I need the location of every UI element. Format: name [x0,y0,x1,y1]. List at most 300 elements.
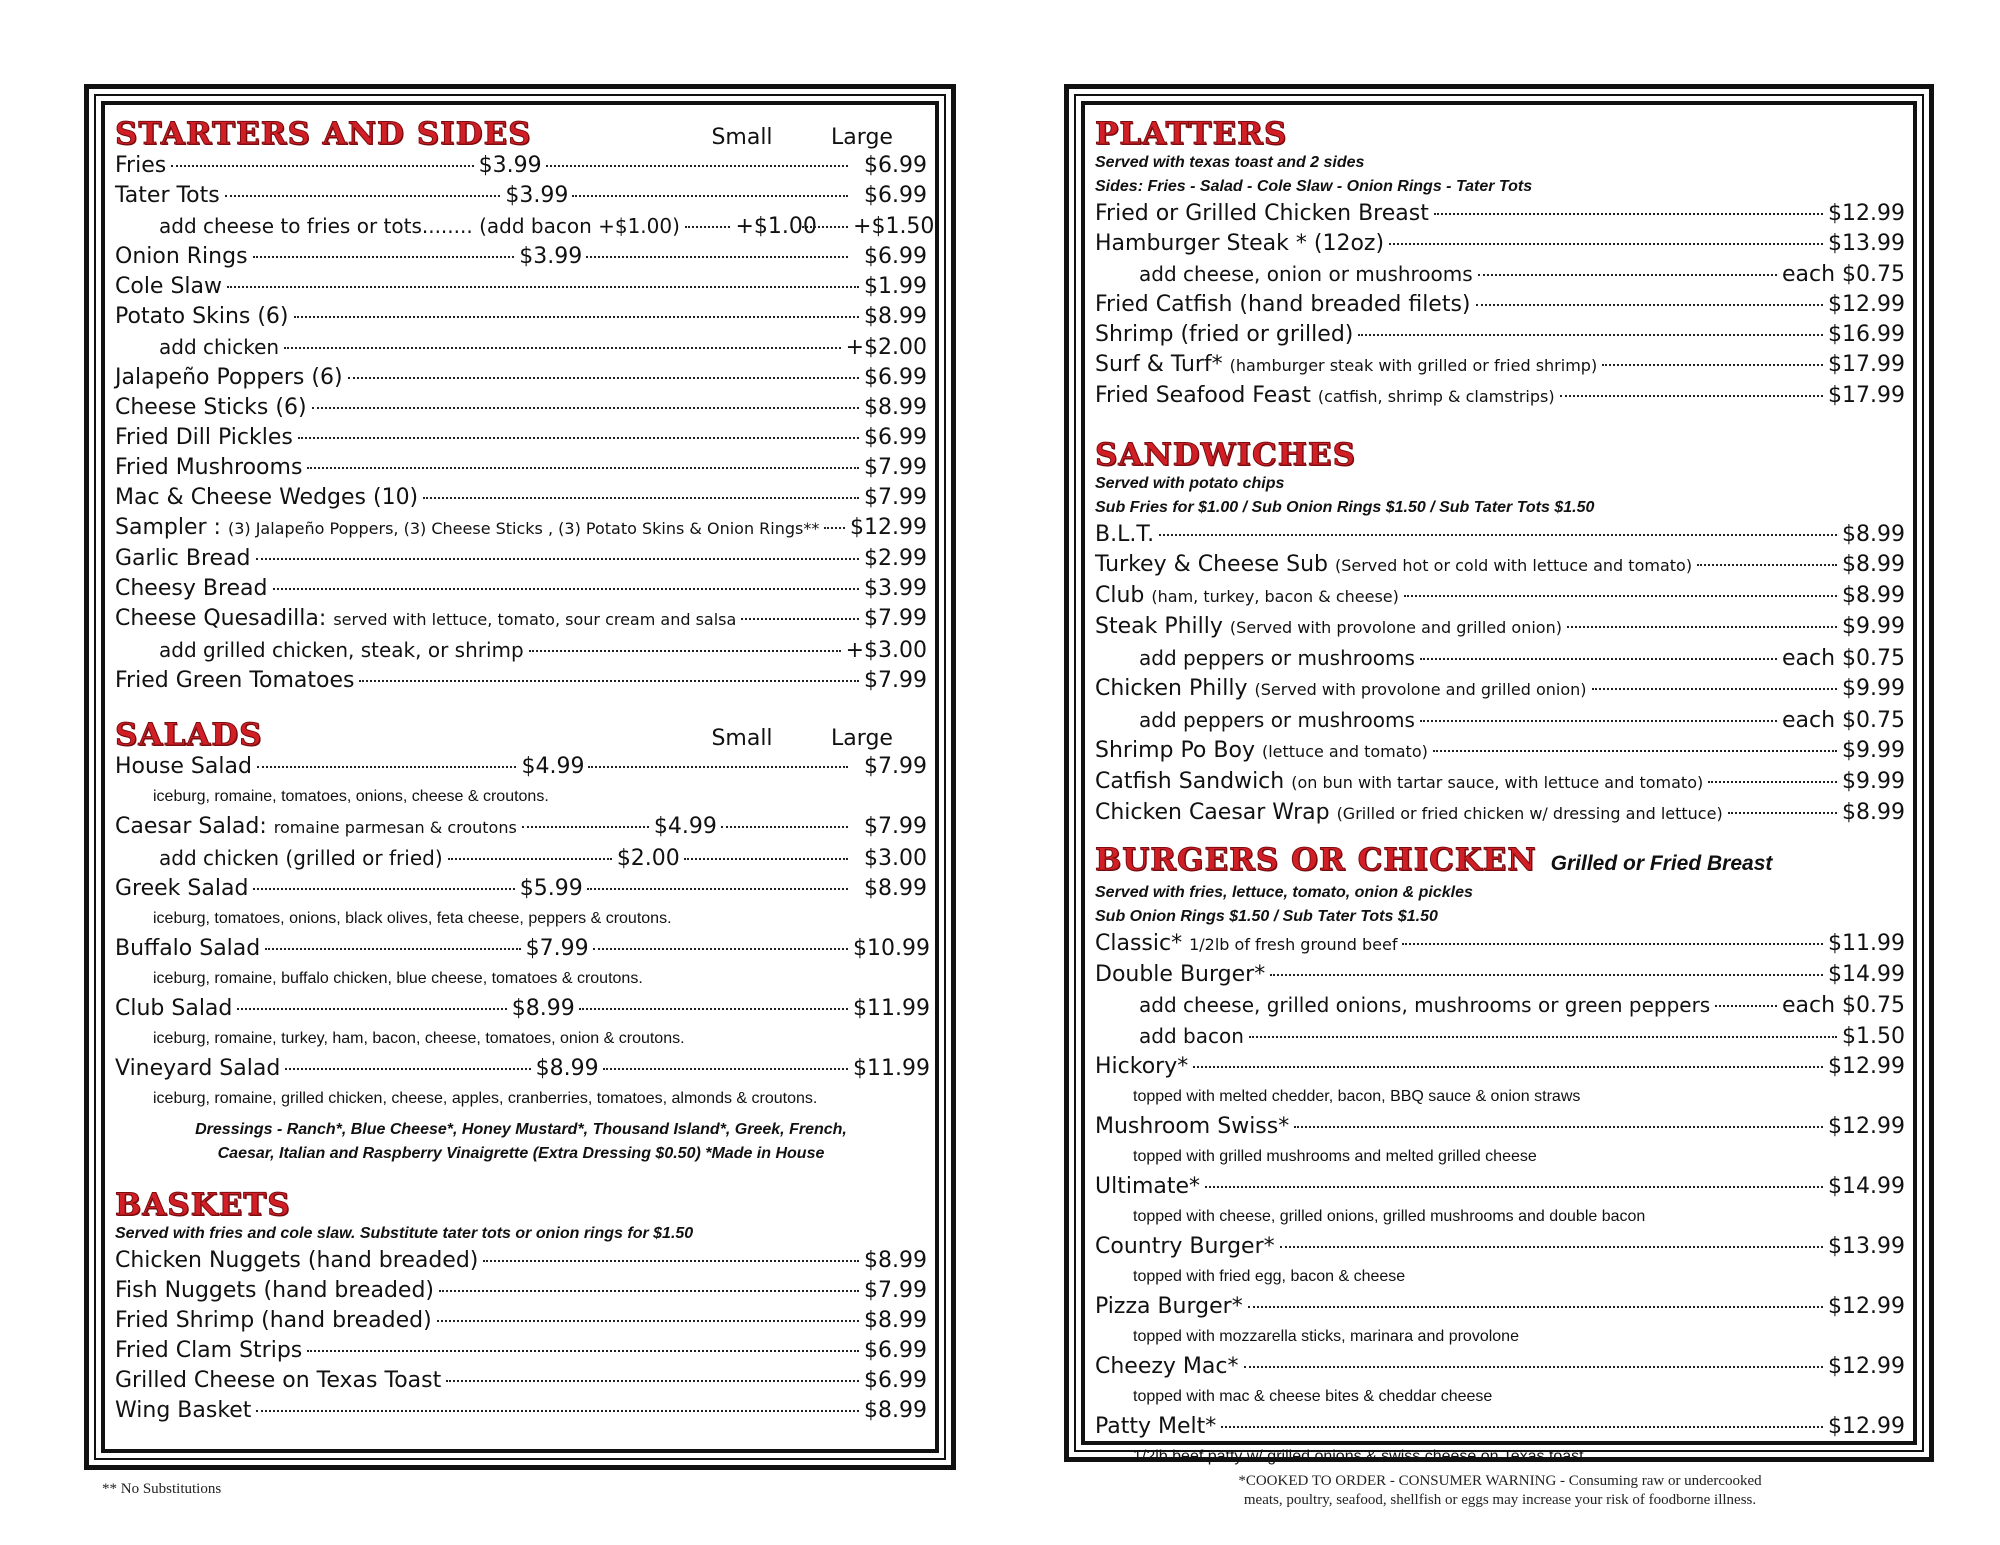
item-name-text: Mushroom Swiss* [1095,1114,1290,1139]
item-name-text: add cheese, grilled onions, mushrooms or green peppers [1139,993,1711,1017]
dot-leader [284,347,841,349]
item-name-text: Fried Green Tomatoes [115,668,355,693]
item-price: $6.99 [864,425,927,450]
dot-leader [257,766,517,768]
dot-leader [587,888,848,890]
small-price: $3.99 [505,183,569,208]
item-name-text: Chicken Philly [1095,676,1248,701]
item-name-text: Cheesy Bread [115,576,268,601]
menu-item-row [115,302,927,332]
dot-leader [298,437,859,439]
item-name-text: B.L.T. [1095,522,1155,547]
item-name [1095,798,1723,829]
dot-leader [237,1008,506,1010]
item-price: $9.99 [1842,676,1905,701]
burgers-list [1095,929,1905,1472]
item-name [1095,960,1265,990]
item-name-text: Fried Shrimp (hand breaded) [115,1308,432,1333]
item-price: $9.99 [1842,738,1905,763]
item-price: $9.99 [1842,769,1905,794]
menu-item-row [115,1366,927,1396]
item-name [115,272,222,302]
sandwiches-title: SANDWICHES [1095,437,1356,473]
item-detail: (catfish, shrimp & clamstrips) [1317,387,1555,406]
item-price: $6.99 [864,1368,927,1393]
dot-leader [802,226,848,228]
item-detail: served with lettuce, tomato, sour cream and salsa [333,610,737,629]
small-price: $4.99 [521,754,585,779]
menu-item-row [1095,290,1905,320]
item-name [115,151,166,181]
dot-leader [483,1260,859,1262]
dot-leader [1478,274,1777,276]
item-name [159,332,279,362]
item-name [115,423,293,453]
item-price: each $0.75 [1781,993,1905,1018]
menu-item-row [115,574,927,604]
menu-item-row [1095,550,1905,581]
item-name [115,363,343,393]
item-description: topped with melted chedder, bacon, BBQ sauce & onion straws [1133,1088,1581,1105]
menu-item-row [115,1276,927,1306]
no-substitutions-note: ** No Substitutions [102,1481,222,1497]
menu-item-row [115,752,927,782]
menu-item-row [1095,736,1905,767]
item-name-text: Cheezy Mac* [1095,1354,1239,1379]
menu-item-row [115,151,927,181]
item-detail: romaine parmesan & croutons [273,818,517,837]
item-detail: (lettuce and tomato) [1261,742,1428,761]
menu-item-row [1095,798,1905,829]
item-name-text: Classic* [1095,931,1183,956]
menu-item-row [115,934,930,964]
menu-item-row [115,812,927,843]
item-name-text: Fried Clam Strips [115,1338,303,1363]
add-on-row [115,211,935,242]
dot-leader [1567,626,1837,628]
item-name-text: Fried Catfish (hand breaded filets) [1095,292,1471,317]
dot-leader [1404,595,1837,597]
item-price: $13.99 [1828,231,1905,256]
menu-item-row [115,363,927,393]
item-name [115,812,517,843]
large-price: $10.99 [853,936,930,961]
item-description: topped with mozzarella sticks, marinara and provolone [1133,1328,1519,1345]
item-detail: (3) Jalapeño Poppers, (3) Cheese Sticks , (3) Potato Skins & Onion Rings** [227,519,820,538]
small-price: $8.99 [535,1056,599,1081]
right-menu-content [1095,116,1905,1465]
item-price: +$3.00 [845,638,927,663]
dot-leader [721,826,848,828]
dot-leader [1270,974,1823,976]
dot-leader [1602,364,1823,366]
item-name [1095,1292,1243,1322]
item-name-text: Hamburger Steak * (12oz) [1095,231,1385,256]
item-name-text: add chicken [159,335,280,359]
item-name-text: Cheese Quesadilla: [115,606,327,631]
item-name [1095,674,1587,705]
item-detail: (on bun with tartar sauce, with lettuce and tomato) [1291,773,1704,792]
item-price: $11.99 [1828,931,1905,956]
dot-leader [1249,1036,1837,1038]
item-name-text: Mac & Cheese Wedges (10) [115,485,419,510]
menu-item-row [115,1396,927,1426]
menu-item-row [1095,929,1905,960]
small-price: $4.99 [653,814,717,839]
item-name [115,1366,441,1396]
large-price: $11.99 [853,996,930,1021]
item-name [1095,320,1353,350]
item-name-text: Fish Nuggets (hand breaded) [115,1278,435,1303]
dot-leader [171,165,473,167]
item-price: $9.99 [1842,614,1905,639]
dot-leader [253,256,515,258]
item-name-text: Double Burger* [1095,962,1266,987]
item-description: iceburg, romaine, tomatoes, onions, cheese & croutons. [153,788,549,805]
dot-leader [1420,720,1777,722]
item-name [1095,767,1703,798]
dot-leader [307,1350,859,1352]
menu-item-row [1095,350,1905,381]
menu-item-row [115,242,927,272]
item-name-text: Shrimp (fried or grilled) [1095,322,1354,347]
dot-leader [546,165,848,167]
item-name-text: Buffalo Salad [115,936,261,961]
item-description: 1/2lb beef patty w/ grilled onions & swiss cheese on Texas toast [1133,1448,1584,1465]
small-column-label: Small [711,726,773,751]
right-menu-panel [1064,84,1934,1465]
item-name [115,1336,302,1366]
platters-list [1095,199,1905,412]
dot-leader [1248,1306,1823,1308]
menu-item-row [1095,674,1905,705]
dot-leader [448,858,612,860]
item-name-text: Ultimate* [1095,1174,1201,1199]
item-name [115,302,289,332]
item-name [159,843,443,873]
item-name [115,666,354,696]
dot-leader [227,286,859,288]
dot-leader [1560,395,1823,397]
dressings-line-1: Dressings - Ranch*, Blue Cheese*, Honey Mustard*, Thousand Island*, Greek, French, [195,1121,847,1138]
item-name [1095,381,1555,412]
add-on-row [115,332,927,363]
item-name-text: Steak Philly [1095,614,1223,639]
item-name-text: Caesar Salad: [115,814,267,839]
dot-leader [348,377,859,379]
large-price: $8.99 [864,876,928,901]
large-price: $6.99 [864,183,928,208]
item-price: $8.99 [1842,800,1905,825]
item-name-text: Catfish Sandwich [1095,769,1285,794]
item-price: $1.50 [1842,1024,1905,1049]
large-price: $6.99 [864,244,928,269]
item-name [115,994,232,1024]
add-on-row [1095,1021,1905,1052]
menu-item-row [115,423,927,453]
dot-leader [1433,750,1837,752]
item-price: $17.99 [1828,383,1905,408]
item-name-text: add cheese, onion or mushrooms [1139,262,1473,286]
item-name-text: Pizza Burger* [1095,1294,1243,1319]
small-price: $5.99 [519,876,583,901]
dot-leader [522,826,649,828]
burgers-note-2: Sub Onion Rings $1.50 / Sub Tater Tots $1.50 [1095,908,1438,925]
item-name [1139,643,1415,673]
menu-item-row [115,513,927,544]
dot-leader [439,1290,859,1292]
item-price: $12.99 [1828,1114,1905,1139]
burgers-note-1: Served with fries, lettuce, tomato, onion & pickles [1095,884,1473,901]
dot-leader [1420,658,1777,660]
dot-leader [256,1410,859,1412]
item-name [115,574,268,604]
menu-item-row [1095,1292,1905,1322]
item-name [1095,1052,1188,1082]
item-price: $8.99 [1842,522,1905,547]
add-on-row [1095,990,1905,1021]
dot-leader [741,618,859,620]
menu-item-row [1095,229,1905,259]
menu-item-row [115,666,927,696]
item-name [159,635,524,665]
item-name-text: Wing Basket [115,1398,252,1423]
item-name-text: add peppers or mushrooms [1139,646,1415,670]
item-price: $6.99 [864,365,927,390]
baskets-list [115,1246,927,1426]
item-name [115,513,819,544]
menu-item-row [1095,199,1905,229]
item-description: topped with fried egg, bacon & cheese [1133,1268,1406,1285]
item-name [115,544,251,574]
sandwiches-note-2: Sub Fries for $1.00 / Sub Onion Rings $1.50 / Sub Tater Tots $1.50 [1095,499,1595,516]
item-name [115,483,418,513]
dot-leader [423,497,859,499]
item-name [115,752,252,782]
small-price: $2.00 [616,846,680,871]
item-name-text: Club [1095,583,1145,608]
item-name [1095,1112,1289,1142]
dot-leader [294,316,860,318]
item-price: $8.99 [864,1398,927,1423]
item-name-text: Fried or Grilled Chicken Breast [1095,201,1429,226]
small-price: $7.99 [525,936,589,961]
dot-leader [1715,1005,1777,1007]
item-detail: (Served with provolone and grilled onion) [1254,680,1587,699]
dot-leader [1592,688,1837,690]
menu-item-row [115,1306,927,1336]
dot-leader [824,527,845,529]
dot-leader [1697,564,1837,566]
item-name-text: Country Burger* [1095,1234,1275,1259]
item-price: $8.99 [864,1248,927,1273]
item-price: each $0.75 [1781,708,1905,733]
item-name [1095,1352,1239,1382]
item-name-text: Tater Tots [115,183,220,208]
burgers-title-text: BURGERS OR CHICKEN [1095,842,1537,878]
item-name-text: House Salad [115,754,252,779]
menu-item-row [115,272,927,302]
item-name-text: Chicken Nuggets (hand breaded) [115,1248,479,1273]
item-price: $8.99 [1842,552,1905,577]
item-name [159,211,680,241]
item-price: $6.99 [864,1338,927,1363]
item-name [1095,550,1692,581]
item-name [115,934,260,964]
item-price: $7.99 [864,455,927,480]
item-name-text: Fries [115,153,167,178]
dot-leader [446,1380,859,1382]
dot-leader [1476,304,1824,306]
menu-item-row [115,1054,930,1084]
item-description: topped with cheese, grilled onions, grilled mushrooms and double bacon [1133,1208,1646,1225]
dot-leader [253,888,514,890]
dot-leader [603,1068,848,1070]
dot-leader [593,948,848,950]
item-price: $12.99 [1828,1294,1905,1319]
platters-title: PLATTERS [1095,116,1288,152]
large-column-label: Large [831,125,893,150]
menu-item-row [1095,960,1905,990]
dot-leader [225,195,501,197]
menu-item-row [1095,1412,1905,1442]
item-price: $12.99 [1828,1354,1905,1379]
item-name [1095,350,1597,381]
item-name-text: Cheese Sticks (6) [115,395,307,420]
dot-leader [684,858,848,860]
item-price: $8.99 [864,304,927,329]
item-description: topped with grilled mushrooms and melted grilled cheese [1133,1148,1537,1165]
large-price: $3.00 [864,846,927,871]
dot-leader [685,226,731,228]
consumer-warning-line-1: *COOKED TO ORDER - CONSUMER WARNING - Consuming raw or undercooked [1238,1473,1762,1489]
menu-item-row [115,1246,927,1276]
item-name-text: Sampler : [115,515,221,540]
left-menu-content [115,116,935,1441]
item-name-text: Club Salad [115,996,233,1021]
salads-column-headers [687,726,927,752]
menu-item-row [115,604,927,635]
dot-leader [1280,1246,1823,1248]
small-column-label: Small [711,125,773,150]
dot-leader [1358,334,1823,336]
item-price: each $0.75 [1781,646,1905,671]
item-name-text: Turkey & Cheese Sub [1095,552,1328,577]
item-price: $7.99 [864,668,927,693]
dot-leader [1434,213,1823,215]
item-price: $7.99 [864,485,927,510]
dot-leader [529,650,841,652]
large-column-label: Large [831,726,893,751]
item-price: $13.99 [1828,1234,1905,1259]
dot-leader [437,1320,859,1322]
dot-leader [312,407,859,409]
item-name [115,1054,280,1084]
baskets-title: BASKETS [115,1187,291,1223]
small-price: $3.99 [519,244,583,269]
dot-leader [256,558,859,560]
menu-item-row [115,1336,927,1366]
burgers-subtitle: Grilled or Fried Breast [1550,852,1773,875]
dot-leader [1728,812,1837,814]
add-on-row [1095,643,1905,674]
item-name-text: Fried Dill Pickles [115,425,293,450]
item-price: $12.99 [1828,201,1905,226]
item-name-text: Onion Rings [115,244,248,269]
item-name-text: Shrimp Po Boy [1095,738,1255,763]
dot-leader [273,588,860,590]
item-name [1095,290,1471,320]
item-name [1139,1021,1244,1051]
dot-leader [1244,1366,1824,1368]
item-name [1095,612,1562,643]
left-menu-panel [84,84,956,1470]
dot-leader [586,256,848,258]
item-name-text: Chicken Caesar Wrap [1095,800,1330,825]
item-price: $8.99 [1842,583,1905,608]
item-name [1095,1412,1216,1442]
burgers-title [1095,843,1905,881]
salads-list [115,752,930,1114]
item-description: iceburg, romaine, turkey, ham, bacon, cheese, tomatoes, onion & croutons. [153,1030,685,1047]
menu-item-row [115,544,927,574]
salads-title: SALADS [115,717,263,753]
item-detail: (hamburger steak with grilled or fried shrimp) [1229,356,1598,375]
item-name-text: Potato Skins (6) [115,304,289,329]
item-price: $8.99 [864,1308,927,1333]
item-description: iceburg, romaine, grilled chicken, cheese, apples, cranberries, tomatoes, almonds & croutons. [153,1090,818,1107]
item-detail: 1/2lb of fresh ground beef [1189,935,1398,954]
item-price: $12.99 [1828,1414,1905,1439]
dot-leader [1294,1126,1823,1128]
menu-item-row [1095,1112,1905,1142]
starters-title: STARTERS AND SIDES [115,116,532,152]
large-price: $7.99 [864,814,927,839]
item-price: $8.99 [864,395,927,420]
item-detail: (Grilled or fried chicken w/ dressing and lettuce) [1336,804,1723,823]
item-name [115,1396,251,1426]
item-price: $2.99 [864,546,927,571]
add-on-row [1095,705,1905,736]
item-price: $3.99 [864,576,927,601]
item-name-text: Hickory* [1095,1054,1189,1079]
item-name [115,1306,432,1336]
item-price: $7.99 [864,606,927,631]
starters-column-headers [687,125,927,151]
menu-item-row [115,453,927,483]
item-price: each $0.75 [1781,262,1905,287]
item-name [115,1246,478,1276]
item-name [1095,1172,1200,1202]
item-name [115,874,248,904]
item-name-text: Greek Salad [115,876,249,901]
dot-leader [1221,1426,1823,1428]
menu-item-row [115,994,930,1024]
item-price: $14.99 [1828,1174,1905,1199]
item-detail: (ham, turkey, bacon & cheese) [1151,587,1399,606]
dot-leader [265,948,520,950]
baskets-note: Served with fries and cole slaw. Substitute tater tots or onion rings for $1.50 [115,1225,694,1242]
menu-item-row [1095,581,1905,612]
item-name [115,1276,434,1306]
item-name-text: add peppers or mushrooms [1139,708,1415,732]
item-name-text: add cheese to fries or tots........ (add bacon +$1.00) [159,214,680,238]
item-name [1139,259,1473,289]
platters-note-1: Served with texas toast and 2 sides [1095,154,1365,171]
large-price: $6.99 [864,153,927,178]
small-price: $3.99 [478,153,542,178]
item-name [115,604,736,635]
